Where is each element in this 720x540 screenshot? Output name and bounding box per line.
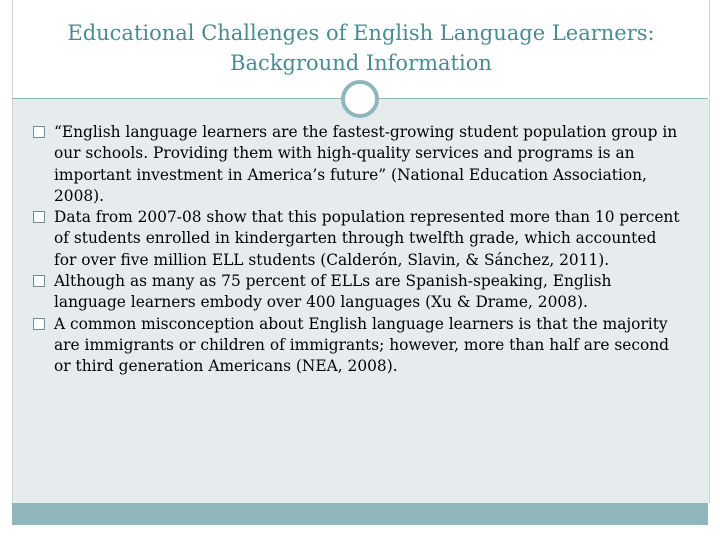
slide-title	[13, 0, 709, 78]
bullet-item	[33, 271, 683, 314]
bullet-text: Data from 2007-08 show that this population represented more than 10 percent of students enrolled in kindergarten through twelfth grade, which accounted for over five million ELL students (Calderón, Slavin, & Sánchez, 2011).	[54, 208, 680, 269]
content-area	[12, 99, 710, 503]
bullet-item	[33, 122, 683, 207]
bullet-text: Although as many as 75 percent of ELLs are Spanish-speaking, English language learners embody over 400 languages (Xu & Drame, 2008).	[54, 272, 612, 312]
bullet-text: A common misconception about English language learners is that the majority are immigrants or children of immigrants; however, more than half are second or third generation Americans (NEA, 2008).	[54, 314, 669, 376]
circle-ornament-icon	[341, 80, 379, 118]
bullet-item	[33, 207, 683, 271]
square-bullet-icon	[33, 275, 45, 287]
bullet-item	[33, 314, 683, 378]
square-bullet-icon	[33, 211, 45, 223]
footer-bar	[12, 503, 708, 525]
square-bullet-icon	[33, 126, 45, 138]
bullet-list	[33, 122, 683, 378]
square-bullet-icon	[33, 318, 45, 330]
bullet-text: “English language learners are the fastest-growing student population group in our schools. Providing them with high-quality services and programs is an important investment in America’s future” (National Education Association, 2008).	[54, 123, 678, 205]
title-line-1: Educational Challenges of English Language Learners:	[67, 21, 655, 45]
title-line-2: Background Information	[230, 51, 492, 75]
